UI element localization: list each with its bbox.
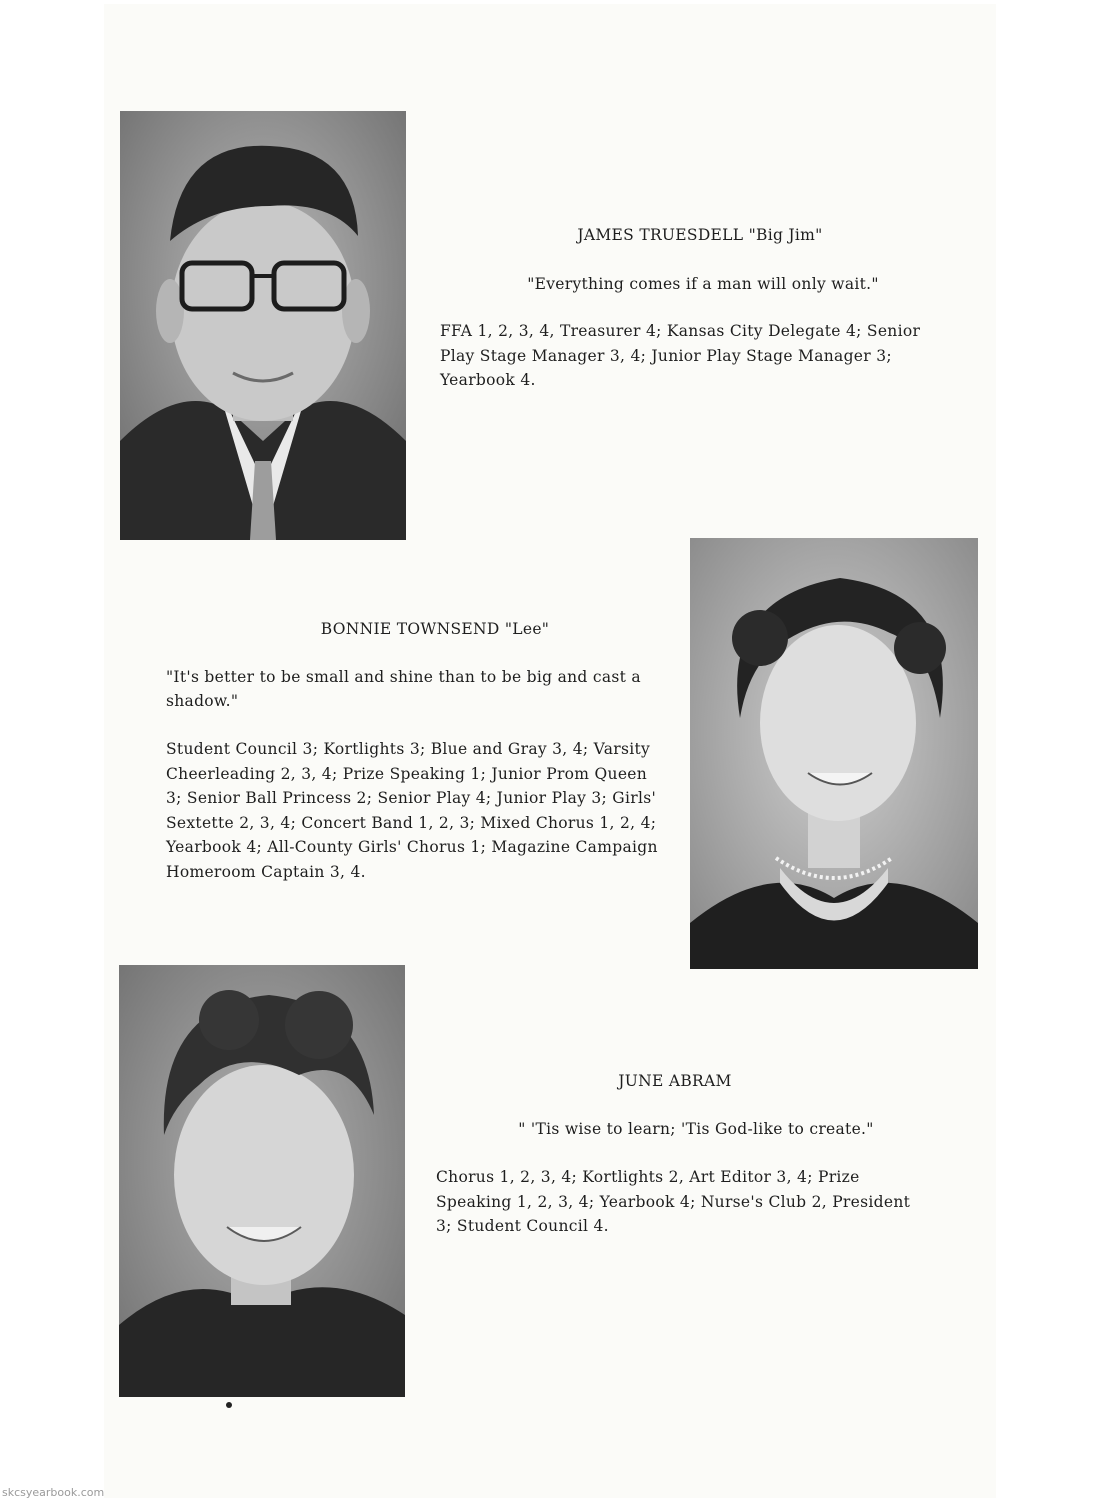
student-name: JAMES TRUESDELL "Big Jim"	[577, 226, 823, 244]
print-speck	[226, 1402, 232, 1408]
student-activities: Chorus 1, 2, 3, 4; Kortlights 2, Art Editor 3, 4; Prize Speaking 1, 2, 3, 4; Yearbook 4; Nurse's Club 2, President 3; Student Council 4.	[436, 1168, 911, 1235]
student-activities: FFA 1, 2, 3, 4, Treasurer 4; Kansas City Delegate 4; Senior Play Stage Manager 3, 4; Junior Play Stage Manager 3; Yearbook 4.	[440, 322, 921, 389]
portrait-photo-bonnie-townsend	[690, 538, 978, 969]
student-name: JUNE ABRAM	[618, 1072, 732, 1090]
student-activities: Student Council 3; Kortlights 3; Blue and Gray 3, 4; Varsity Cheerleading 2, 3, 4; Prize Speaking 1; Junior Prom Queen 3; Senior Ball Princess 2; Senior Play 4; Junior Play 3; Girls' Sextette 2, 3, 4; Concert Band 1, 2, 3; Mixed Chorus 1, 2, 4; Yearbook 4; All-County Girls' Chorus 1; Magazine Campaign Homeroom Captain 3, 4.	[166, 740, 658, 881]
portrait-photo-james-truesdell	[120, 111, 406, 540]
student-quote: "It's better to be small and shine than to be big and cast a shadow."	[166, 668, 641, 710]
watermark-text: skcsyearbook.com	[2, 1486, 105, 1499]
student-quote: "Everything comes if a man will only wait."	[527, 275, 879, 293]
student-quote: " 'Tis wise to learn; 'Tis God-like to create."	[518, 1120, 874, 1138]
student-name: BONNIE TOWNSEND "Lee"	[320, 620, 550, 638]
portrait-photo-june-abram	[119, 965, 405, 1397]
